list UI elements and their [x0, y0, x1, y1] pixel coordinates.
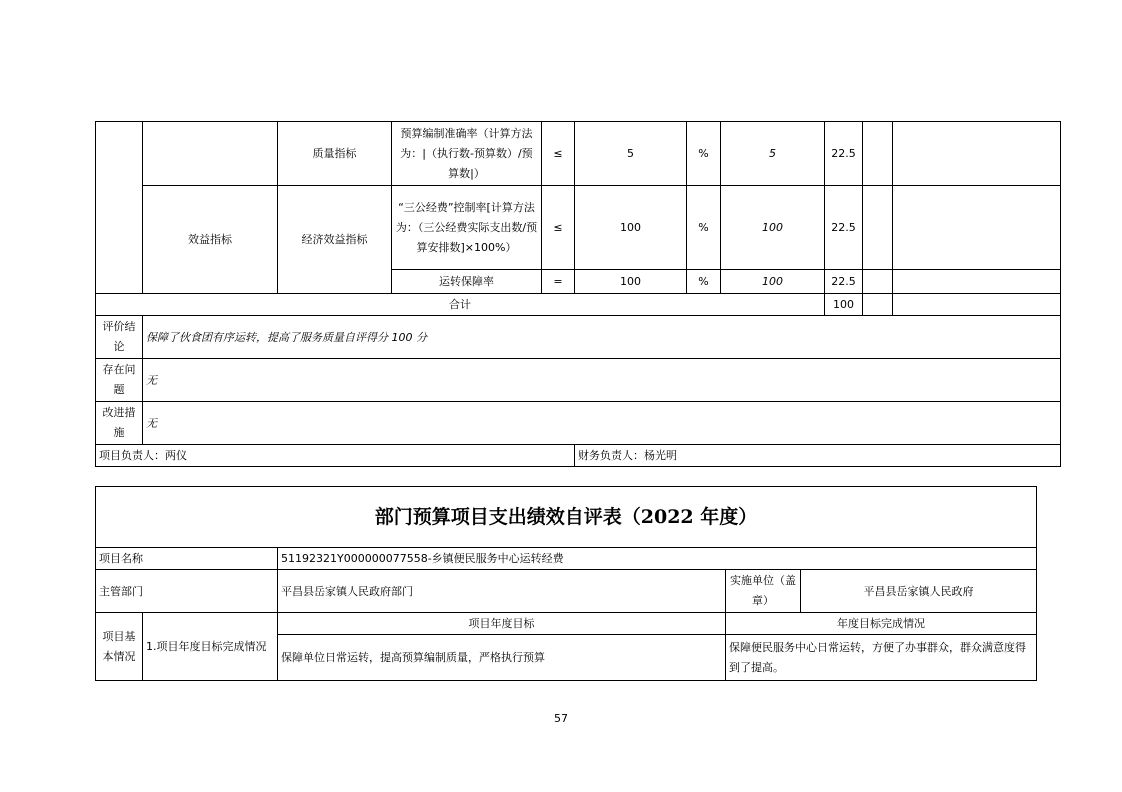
quality-indicator: 预算编制准确率（计算方法为：|（执行数-预算数）/预算数|） [392, 122, 542, 186]
project-lead: 项目负责人：两仪 [96, 445, 575, 467]
department-value: 平昌县岳家镇人民政府部门 [278, 570, 726, 613]
completion-header: 年度目标完成情况 [726, 613, 1037, 635]
measures-row [96, 402, 1061, 445]
conclusion-row [96, 316, 1061, 359]
department-row [96, 570, 1037, 613]
page-number: 57 [554, 712, 568, 725]
economic-operator: ≤ [542, 186, 575, 270]
economic-target: 100 [575, 186, 687, 270]
problems-text: 无 [143, 359, 1061, 402]
conclusion-text: 保障了伙食团有序运转，提高了服务质量自评得分 100 分 [143, 316, 1061, 359]
economic-level2: 经济效益指标 [278, 186, 392, 294]
operation-actual: 100 [721, 270, 825, 294]
target-header-row [96, 613, 1037, 635]
total-label: 合计 [96, 294, 825, 316]
quality-operator: ≤ [542, 122, 575, 186]
quality-unit: % [687, 122, 721, 186]
operation-operator: = [542, 270, 575, 294]
total-score: 100 [825, 294, 863, 316]
department-label: 主管部门 [96, 570, 278, 613]
operation-target: 100 [575, 270, 687, 294]
operation-indicator: 运转保障率 [392, 270, 542, 294]
implementing-unit-value: 平昌县岳家镇人民政府 [801, 570, 1037, 613]
operation-score: 22.5 [825, 270, 863, 294]
target-section-label: 1.项目年度目标完成情况 [143, 613, 278, 681]
basic-info-label: 项目基本情况 [96, 613, 143, 681]
project-name-row [96, 548, 1037, 570]
quality-target: 5 [575, 122, 687, 186]
quality-actual: 5 [721, 122, 825, 186]
economic-unit: % [687, 186, 721, 270]
project-name-label: 项目名称 [96, 548, 278, 570]
problems-label: 存在问题 [96, 359, 143, 402]
operation-unit: % [687, 270, 721, 294]
responsible-row [96, 445, 1061, 467]
economic-row [96, 186, 1061, 270]
self-evaluation-table [95, 486, 1037, 681]
performance-indicator-table [95, 121, 1061, 467]
form-title: 部门预算项目支出绩效自评表（2022 年度） [96, 487, 1037, 548]
quality-score: 22.5 [825, 122, 863, 186]
annual-target-text: 保障单位日常运转，提高预算编制质量，严格执行预算 [278, 635, 726, 681]
annual-target-header: 项目年度目标 [278, 613, 726, 635]
finance-lead: 财务负责人：杨光明 [575, 445, 1061, 467]
conclusion-label: 评价结论 [96, 316, 143, 359]
total-row [96, 294, 1061, 316]
implementing-unit-label: 实施单位（盖章） [726, 570, 801, 613]
quality-row [96, 122, 1061, 186]
measures-label: 改进措施 [96, 402, 143, 445]
economic-indicator: “三公经费”控制率[计算方法为：（三公经费实际支出数/预算安排数]×100%） [392, 186, 542, 270]
quality-level2: 质量指标 [278, 122, 392, 186]
project-name-value: 51192321Y000000077558-乡镇便民服务中心运转经费 [278, 548, 1037, 570]
completion-text: 保障便民服务中心日常运转，方便了办事群众，群众满意度得到了提高。 [726, 635, 1037, 681]
problems-row [96, 359, 1061, 402]
economic-actual: 100 [721, 186, 825, 270]
measures-text: 无 [143, 402, 1061, 445]
benefit-level1: 效益指标 [143, 186, 278, 294]
economic-score: 22.5 [825, 186, 863, 270]
